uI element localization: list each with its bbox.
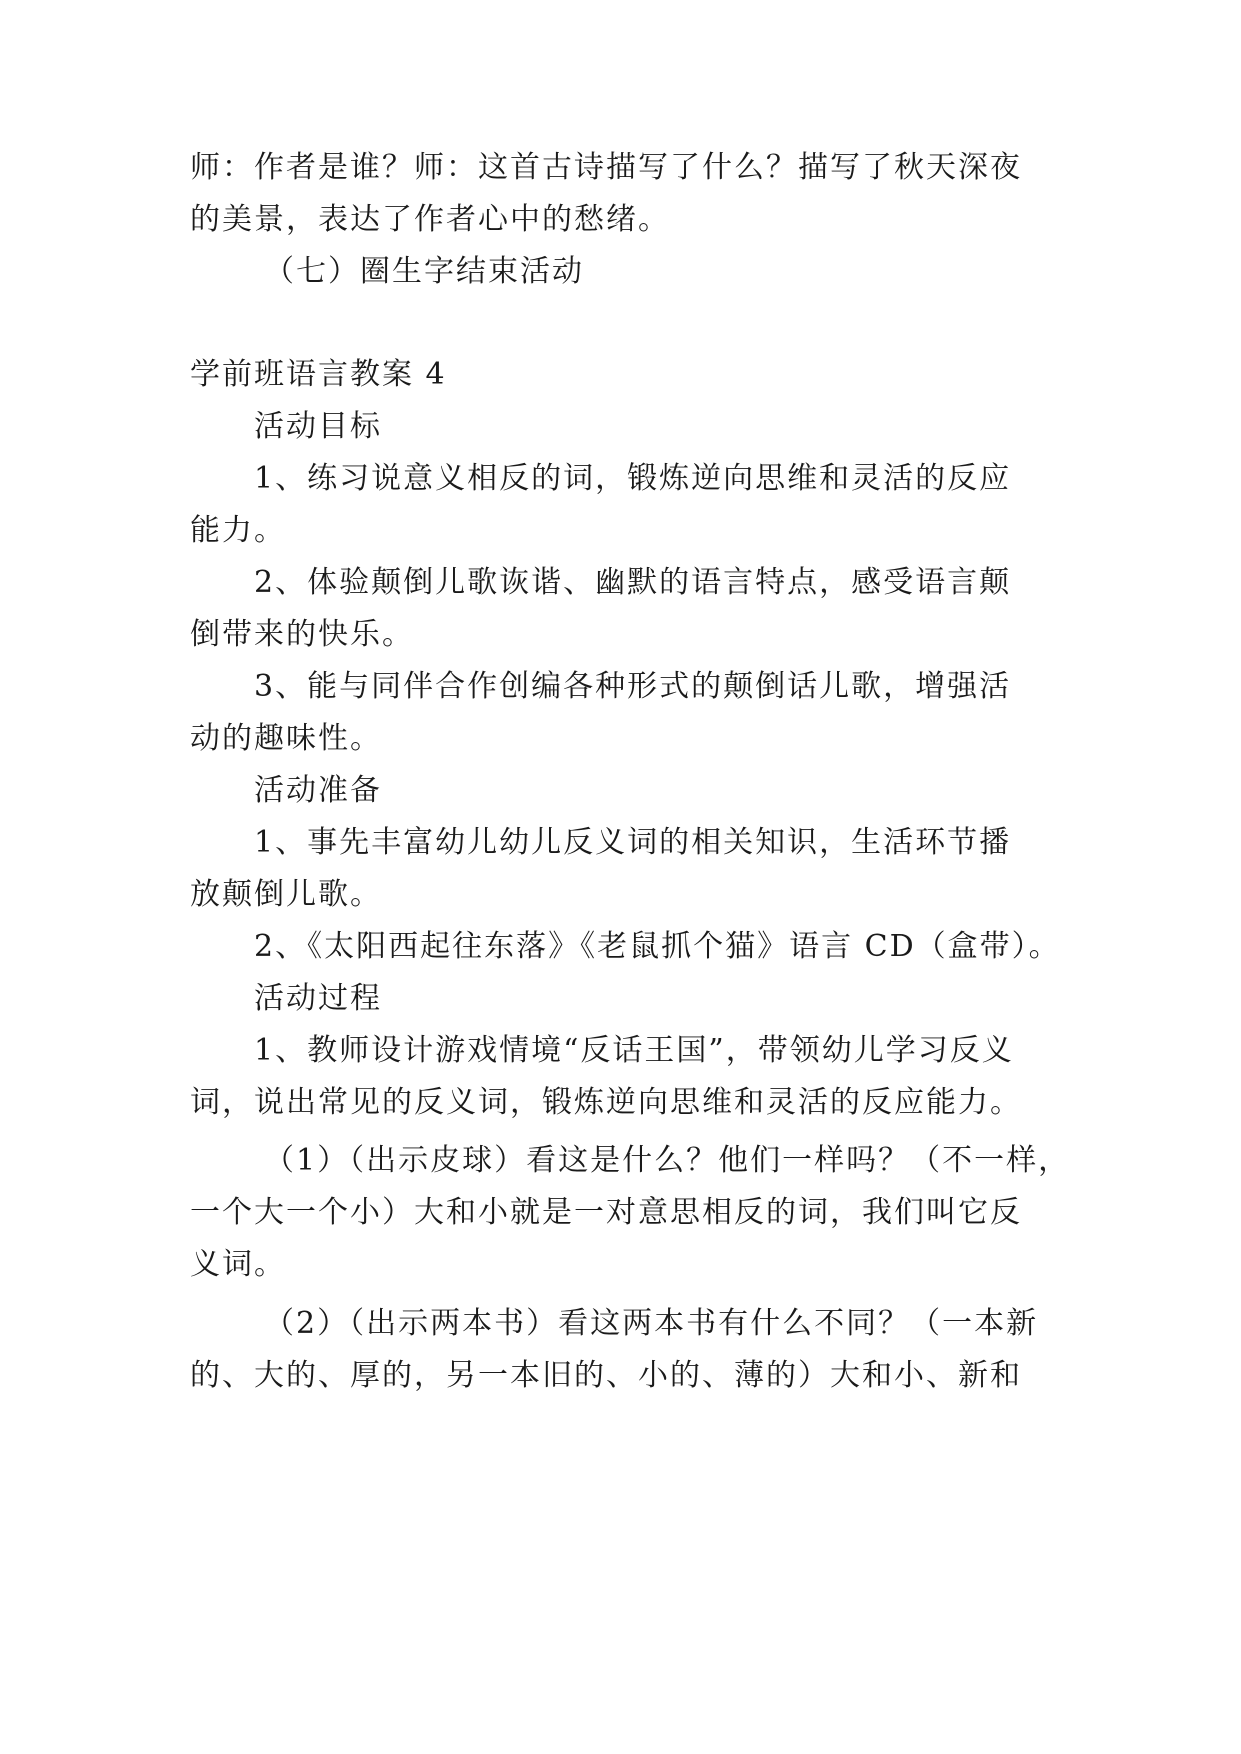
text-line: （2）（出示两本书）看这两本书有什么不同？（一本新 [264,1306,1039,1341]
text-line: 2、体验颠倒儿歌诙谐、幽默的语言特点，感受语言颠 [254,565,1012,600]
lesson-title: 学前班语言教案 4 [190,357,447,392]
text-line: 3、能与同伴合作创编各种形式的颠倒话儿歌，增强活 [254,669,1012,704]
section-heading: 活动准备 [254,773,382,808]
text-line: 2、《太阳西起往东落》《老鼠抓个猫》语言 CD（盒带）。 [254,929,1061,964]
text-line: 1、教师设计游戏情境“反话王国”，带领幼儿学习反义 [254,1033,1014,1068]
text-line: 师：作者是谁？师：这首古诗描写了什么？描写了秋天深夜 [190,150,1022,185]
text-line: 能力。 [190,513,286,548]
text-line: 一个大一个小）大和小就是一对意思相反的词，我们叫它反 [190,1195,1022,1230]
text-line: 的、大的、厚的，另一本旧的、小的、薄的）大和小、新和 [190,1358,1022,1393]
text-line: 义词。 [190,1247,286,1282]
text-line: 放颠倒儿歌。 [190,877,382,912]
text-line: （1）（出示皮球）看这是什么？他们一样吗？（不一样， [264,1143,1071,1178]
section-heading: 活动过程 [254,981,382,1016]
section-heading: 活动目标 [254,409,382,444]
text-line: 词，说出常见的反义词，锻炼逆向思维和灵活的反应能力。 [190,1085,1022,1120]
section-heading: （七）圈生字结束活动 [264,254,584,289]
text-line: 倒带来的快乐。 [190,617,414,652]
text-line: 1、练习说意义相反的词，锻炼逆向思维和灵活的反应 [254,461,1012,496]
text-line: 动的趣味性。 [190,721,382,756]
text-line: 的美景，表达了作者心中的愁绪。 [190,202,670,237]
text-line: 1、事先丰富幼儿幼儿反义词的相关知识，生活环节播 [254,825,1012,860]
